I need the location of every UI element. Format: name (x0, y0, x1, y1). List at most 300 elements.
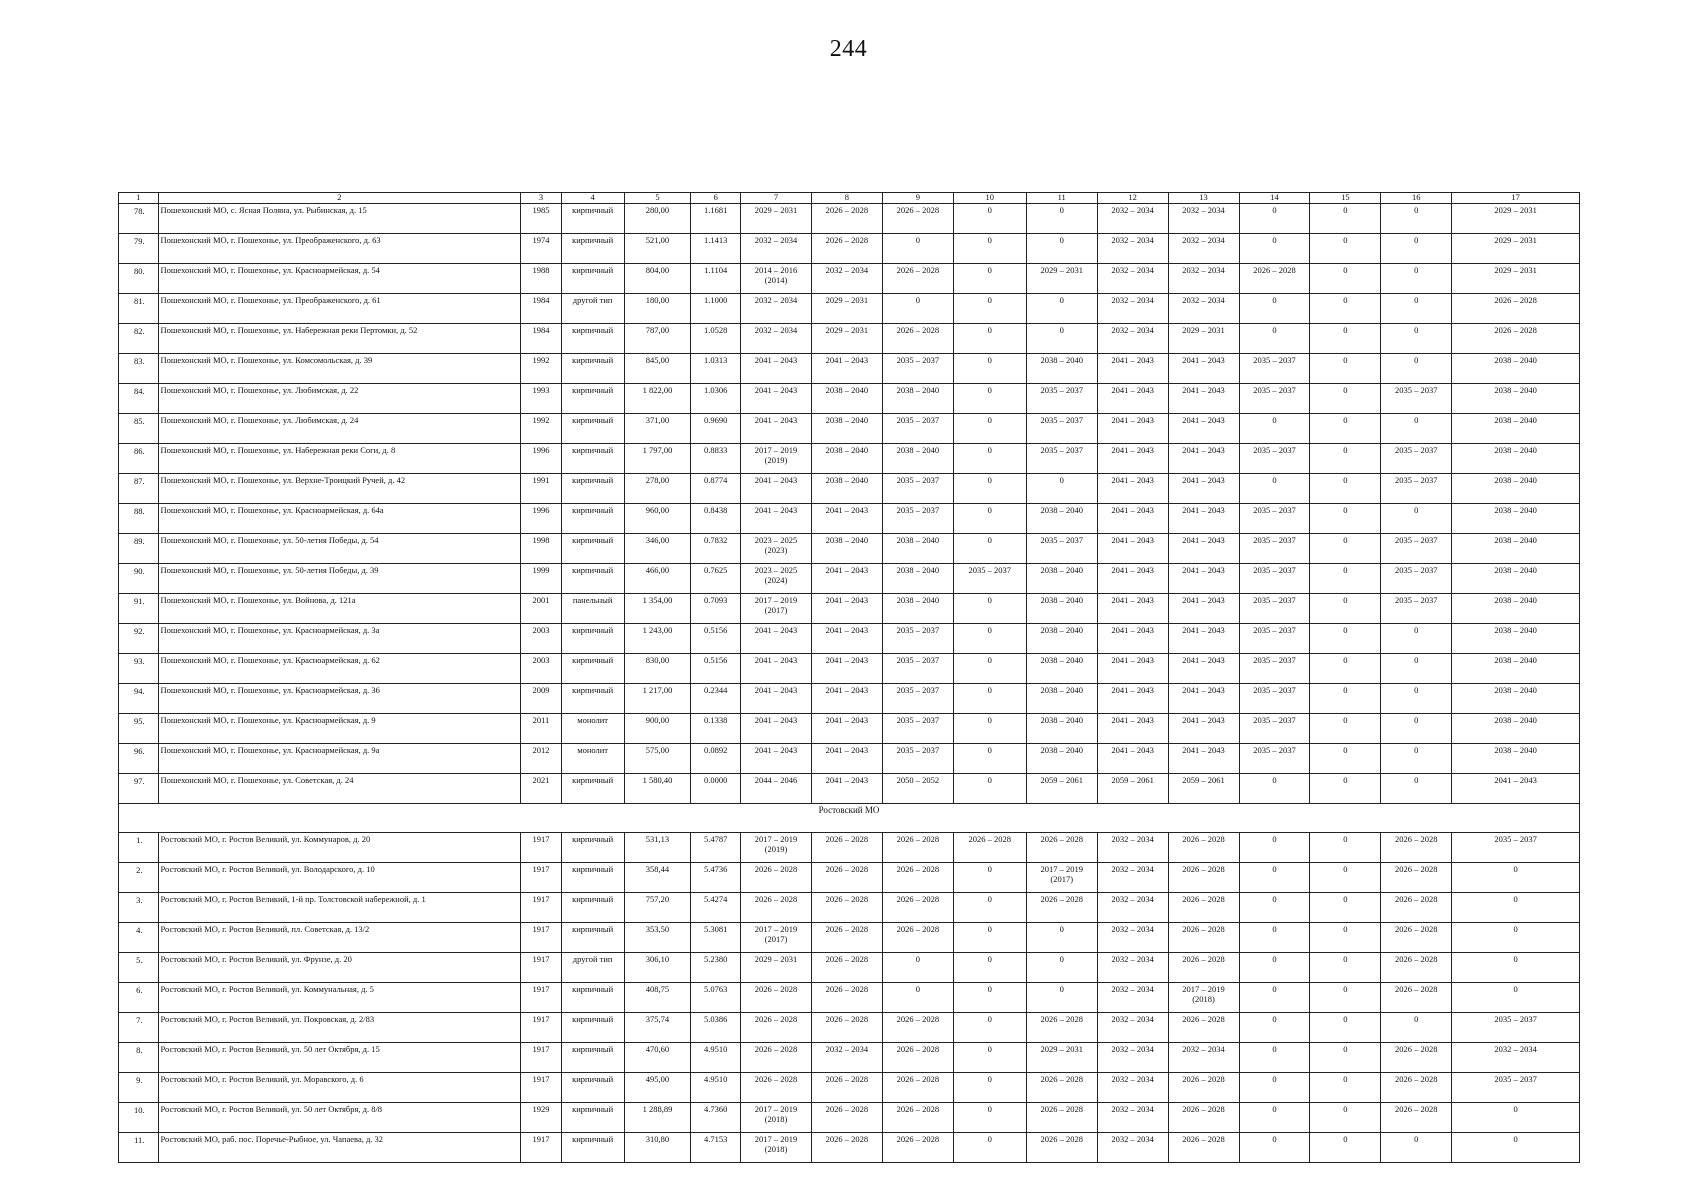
table-cell: 2038 – 2040 (1026, 564, 1097, 594)
building-address: Пошехонский МО, г. Пошехонье, ул. Красноармейская, д. 9а (158, 744, 521, 774)
table-cell: 0 (1381, 504, 1452, 534)
table-cell: 2029 – 2031 (1452, 234, 1580, 264)
table-cell: 0 (1381, 414, 1452, 444)
column-number-row (119, 193, 1580, 204)
table-cell: 2038 – 2040 (1026, 624, 1097, 654)
table-cell: 2011 (521, 714, 562, 744)
table-cell: 2041 – 2043 (1168, 504, 1239, 534)
table-cell: 0 (1239, 774, 1310, 804)
building-address: Пошехонский МО, с. Ясная Поляна, ул. Рыбинская, д. 15 (158, 204, 521, 234)
table-cell: 2041 – 2043 (741, 504, 812, 534)
table-row (119, 234, 1580, 264)
table-cell: 371,00 (624, 414, 691, 444)
table-cell: 0 (1310, 863, 1381, 893)
table-cell: 5.4736 (691, 863, 741, 893)
table-cell: 346,00 (624, 534, 691, 564)
table-cell: 2035 – 2037 (882, 744, 953, 774)
table-cell: 0 (1310, 983, 1381, 1013)
table-cell: 0 (1381, 774, 1452, 804)
table-cell: 0 (1310, 744, 1381, 774)
table-cell: 2029 – 2031 (1026, 264, 1097, 294)
table-cell: 2032 – 2034 (1168, 204, 1239, 234)
table-cell: 1991 (521, 474, 562, 504)
table-cell: 0 (1310, 624, 1381, 654)
row-number: 87. (119, 474, 159, 504)
table-cell: кирпичный (561, 264, 624, 294)
table-cell: 2041 – 2043 (1168, 384, 1239, 414)
table-cell: 2026 – 2028 (882, 264, 953, 294)
table-cell: 2035 – 2037 (882, 684, 953, 714)
table-cell: 2032 – 2034 (1097, 1133, 1168, 1163)
table-cell: 1917 (521, 1133, 562, 1163)
table-cell: 2035 – 2037 (1239, 684, 1310, 714)
table-cell: 2032 – 2034 (1097, 1073, 1168, 1103)
table-cell: 0 (953, 474, 1026, 504)
table-cell: 0 (953, 714, 1026, 744)
table-cell: кирпичный (561, 1043, 624, 1073)
table-cell: 1 580,40 (624, 774, 691, 804)
table-cell: 1917 (521, 1013, 562, 1043)
table-cell: 4.7360 (691, 1103, 741, 1133)
table-cell: 0 (1381, 234, 1452, 264)
table-cell: 2041 – 2043 (1097, 534, 1168, 564)
table-cell: 0.5156 (691, 624, 741, 654)
table-cell: 2035 – 2037 (1381, 474, 1452, 504)
table-cell: 0 (953, 684, 1026, 714)
table-row (119, 833, 1580, 863)
table-cell: 2026 – 2028 (741, 893, 812, 923)
table-cell: 2041 – 2043 (811, 654, 882, 684)
table-body (119, 193, 1580, 1163)
table-row (119, 204, 1580, 234)
table-cell: 2038 – 2040 (1026, 504, 1097, 534)
table-cell: 1917 (521, 1043, 562, 1073)
building-address: Ростовский МО, г. Ростов Великий, ул. Коммунальная, д. 5 (158, 983, 521, 1013)
table-cell: 2026 – 2028 (1026, 1103, 1097, 1133)
table-cell: 0 (1026, 923, 1097, 953)
table-cell: 2041 – 2043 (1097, 354, 1168, 384)
table-cell: 0 (1026, 474, 1097, 504)
table-cell: 2026 – 2028 (1026, 1013, 1097, 1043)
table-cell: 470,60 (624, 1043, 691, 1073)
table-cell: кирпичный (561, 893, 624, 923)
table-cell: 2017 – 2019 (2019) (741, 444, 812, 474)
table-cell: 2035 – 2037 (1239, 654, 1310, 684)
row-number: 4. (119, 923, 159, 953)
table-cell: 2038 – 2040 (1452, 444, 1580, 474)
building-address: Ростовский МО, г. Ростов Великий, ул. Моравского, д. 6 (158, 1073, 521, 1103)
table-cell: 960,00 (624, 504, 691, 534)
table-cell: 1 217,00 (624, 684, 691, 714)
table-cell: 0 (1452, 863, 1580, 893)
table-cell: 2032 – 2034 (1097, 1103, 1168, 1133)
table-cell: 2026 – 2028 (741, 1013, 812, 1043)
building-address: Пошехонский МО, г. Пошехонье, ул. 50-летия Победы, д. 39 (158, 564, 521, 594)
table-cell: 2041 – 2043 (811, 564, 882, 594)
column-number: 16 (1381, 193, 1452, 204)
table-cell: 0 (1310, 504, 1381, 534)
table-cell: кирпичный (561, 414, 624, 444)
table-row (119, 504, 1580, 534)
table-cell: 2059 – 2061 (1168, 774, 1239, 804)
table-cell: 0 (1310, 1133, 1381, 1163)
table-cell: 375,74 (624, 1013, 691, 1043)
table-row (119, 564, 1580, 594)
table-cell: 0 (1310, 564, 1381, 594)
table-cell: 2041 – 2043 (811, 594, 882, 624)
building-address: Пошехонский МО, г. Пошехонье, ул. Верхне-Троицкий Ручей, д. 42 (158, 474, 521, 504)
table-row (119, 354, 1580, 384)
table-cell: 0 (1452, 893, 1580, 923)
table-cell: 2029 – 2031 (1452, 264, 1580, 294)
table-cell: кирпичный (561, 534, 624, 564)
table-cell: 2038 – 2040 (1026, 714, 1097, 744)
table-cell: 0 (1310, 1103, 1381, 1133)
column-number: 14 (1239, 193, 1310, 204)
row-number: 95. (119, 714, 159, 744)
table-cell: 2032 – 2034 (1097, 923, 1168, 953)
row-number: 81. (119, 294, 159, 324)
table-cell: 2032 – 2034 (1097, 1043, 1168, 1073)
table-cell: 2026 – 2028 (1168, 1073, 1239, 1103)
table-cell: 0 (1310, 294, 1381, 324)
table-cell: 0 (1452, 953, 1580, 983)
row-number: 7. (119, 1013, 159, 1043)
building-address: Пошехонский МО, г. Пошехонье, ул. Набережная реки Соги, д. 8 (158, 444, 521, 474)
table-cell: 0 (882, 953, 953, 983)
table-cell: 2003 (521, 624, 562, 654)
table-cell: 1.0306 (691, 384, 741, 414)
table-cell: 2026 – 2028 (1381, 833, 1452, 863)
table-row (119, 294, 1580, 324)
table-cell: 0 (1239, 324, 1310, 354)
table-cell: 521,00 (624, 234, 691, 264)
table-cell: 2026 – 2028 (1452, 294, 1580, 324)
building-address: Ростовский МО, г. Ростов Великий, пл. Советская, д. 13/2 (158, 923, 521, 953)
table-cell: 2026 – 2028 (1381, 953, 1452, 983)
table-cell: 1917 (521, 1073, 562, 1103)
row-number: 86. (119, 444, 159, 474)
building-address: Ростовский МО, г. Ростов Великий, 1-й пр. Толстовской набережной, д. 1 (158, 893, 521, 923)
table-cell: 0 (953, 294, 1026, 324)
table-cell: 2041 – 2043 (1097, 384, 1168, 414)
table-cell: 2029 – 2031 (811, 294, 882, 324)
table-cell: 2041 – 2043 (1452, 774, 1580, 804)
row-number: 5. (119, 953, 159, 983)
table-cell: кирпичный (561, 983, 624, 1013)
table-cell: 2038 – 2040 (811, 534, 882, 564)
row-number: 91. (119, 594, 159, 624)
table-cell: 2032 – 2034 (1097, 264, 1168, 294)
table-cell: 2017 – 2019 (2017) (741, 594, 812, 624)
table-cell: 0 (1310, 684, 1381, 714)
table-cell: 2059 – 2061 (1026, 774, 1097, 804)
table-cell: 2038 – 2040 (1026, 744, 1097, 774)
table-cell: 2038 – 2040 (1026, 594, 1097, 624)
table-cell: 757,20 (624, 893, 691, 923)
building-address: Пошехонский МО, г. Пошехонье, ул. Красноармейская, д. 36 (158, 684, 521, 714)
table-cell: 2035 – 2037 (1026, 534, 1097, 564)
table-cell: 0 (1026, 294, 1097, 324)
table-cell: 2035 – 2037 (882, 624, 953, 654)
table-cell: 1998 (521, 534, 562, 564)
table-cell: 2035 – 2037 (882, 414, 953, 444)
row-number: 79. (119, 234, 159, 264)
table-cell: 0 (1239, 983, 1310, 1013)
table-cell: 2041 – 2043 (1168, 354, 1239, 384)
table-cell: 2041 – 2043 (741, 744, 812, 774)
table-cell: 2038 – 2040 (882, 384, 953, 414)
table-cell: 2026 – 2028 (1026, 833, 1097, 863)
table-cell: 1917 (521, 953, 562, 983)
table-cell: 0 (1381, 624, 1452, 654)
table-cell: 0 (1452, 983, 1580, 1013)
table-cell: 0 (953, 504, 1026, 534)
building-address: Пошехонский МО, г. Пошехонье, ул. Набережная реки Пертомки, д. 52 (158, 324, 521, 354)
table-row (119, 1073, 1580, 1103)
table-cell: 1992 (521, 354, 562, 384)
row-number: 10. (119, 1103, 159, 1133)
table-cell: 2038 – 2040 (811, 444, 882, 474)
table-row (119, 414, 1580, 444)
table-cell: 0 (953, 444, 1026, 474)
table-cell: 1 822,00 (624, 384, 691, 414)
table-row (119, 774, 1580, 804)
table-cell: монолит (561, 714, 624, 744)
table-cell: 2026 – 2028 (1168, 1133, 1239, 1163)
building-address: Пошехонский МО, г. Пошехонье, ул. Преображенского, д. 63 (158, 234, 521, 264)
table-cell: 2026 – 2028 (882, 1103, 953, 1133)
row-number: 89. (119, 534, 159, 564)
table-cell: 0 (1026, 324, 1097, 354)
table-cell: 1.0528 (691, 324, 741, 354)
table-cell: 0 (1310, 534, 1381, 564)
row-number: 84. (119, 384, 159, 414)
table-cell: 2026 – 2028 (882, 863, 953, 893)
table-cell: 2032 – 2034 (1097, 893, 1168, 923)
column-number: 9 (882, 193, 953, 204)
table-cell: 2041 – 2043 (1168, 714, 1239, 744)
table-cell: 1985 (521, 204, 562, 234)
table-cell: 0 (1381, 294, 1452, 324)
table-cell: 2026 – 2028 (882, 923, 953, 953)
table-cell: 2032 – 2034 (1097, 294, 1168, 324)
table-row (119, 384, 1580, 414)
table-cell: 2041 – 2043 (1168, 414, 1239, 444)
table-cell: 5.2380 (691, 953, 741, 983)
table-cell: 0 (1310, 384, 1381, 414)
table-cell: 2038 – 2040 (1452, 624, 1580, 654)
table-cell: 2026 – 2028 (882, 204, 953, 234)
table-cell: 0 (1452, 1133, 1580, 1163)
table-cell: 2026 – 2028 (1026, 893, 1097, 923)
table-cell: 2026 – 2028 (1168, 863, 1239, 893)
row-number: 93. (119, 654, 159, 684)
table-cell: 2023 – 2025 (2024) (741, 564, 812, 594)
table-cell: 1.1681 (691, 204, 741, 234)
row-number: 80. (119, 264, 159, 294)
table-cell: 1929 (521, 1103, 562, 1133)
table-cell: 0 (1310, 953, 1381, 983)
table-cell: 2041 – 2043 (1168, 624, 1239, 654)
table-cell: 0 (953, 264, 1026, 294)
row-number: 92. (119, 624, 159, 654)
table-cell: 0 (1310, 594, 1381, 624)
table-cell: 0.7832 (691, 534, 741, 564)
row-number: 82. (119, 324, 159, 354)
table-cell: 2035 – 2037 (1239, 444, 1310, 474)
table-cell: 1984 (521, 324, 562, 354)
table-cell: кирпичный (561, 1103, 624, 1133)
table-cell: 0.8438 (691, 504, 741, 534)
table-cell: 2032 – 2034 (1452, 1043, 1580, 1073)
table-cell: 2026 – 2028 (1381, 1103, 1452, 1133)
building-address: Ростовский МО, г. Ростов Великий, ул. 50 лет Октября, д. 15 (158, 1043, 521, 1073)
row-number: 78. (119, 204, 159, 234)
table-cell: кирпичный (561, 204, 624, 234)
table-cell: кирпичный (561, 624, 624, 654)
table-cell: 0.7625 (691, 564, 741, 594)
table-row (119, 264, 1580, 294)
table-cell: 0 (1381, 204, 1452, 234)
table-cell: 2041 – 2043 (1097, 684, 1168, 714)
table-row (119, 444, 1580, 474)
table-cell: 2029 – 2031 (1168, 324, 1239, 354)
table-cell: 2038 – 2040 (882, 534, 953, 564)
table-cell: 1 288,89 (624, 1103, 691, 1133)
row-number: 97. (119, 774, 159, 804)
table-cell: 2032 – 2034 (741, 294, 812, 324)
table-cell: 2035 – 2037 (1026, 414, 1097, 444)
table-cell: 0 (953, 414, 1026, 444)
table-cell: 0 (1452, 1103, 1580, 1133)
table-cell: 2026 – 2028 (1026, 1133, 1097, 1163)
table-cell: 2038 – 2040 (1452, 684, 1580, 714)
table-cell: 353,50 (624, 923, 691, 953)
table-cell: 2041 – 2043 (1097, 564, 1168, 594)
table-cell: 2041 – 2043 (1097, 744, 1168, 774)
table-cell: 0 (1310, 1013, 1381, 1043)
table-cell: 2026 – 2028 (811, 234, 882, 264)
table-cell: 2029 – 2031 (811, 324, 882, 354)
table-cell: 0 (1239, 1013, 1310, 1043)
table-cell: 2041 – 2043 (1168, 444, 1239, 474)
building-address: Ростовский МО, г. Ростов Великий, ул. Володарского, д. 10 (158, 863, 521, 893)
table-cell: 2038 – 2040 (811, 414, 882, 444)
table-row (119, 923, 1580, 953)
row-number: 88. (119, 504, 159, 534)
table-cell: 0 (1239, 234, 1310, 264)
table-cell: 358,44 (624, 863, 691, 893)
table-cell: 2038 – 2040 (882, 594, 953, 624)
table-cell: 2035 – 2037 (882, 474, 953, 504)
table-cell: 2026 – 2028 (811, 833, 882, 863)
table-cell: 2038 – 2040 (1452, 414, 1580, 444)
table-cell: 2041 – 2043 (811, 354, 882, 384)
table-cell: 1917 (521, 833, 562, 863)
table-cell: 0.0892 (691, 744, 741, 774)
table-cell: 5.4787 (691, 833, 741, 863)
table-cell: 0 (882, 234, 953, 264)
table-cell: 2032 – 2034 (1168, 1043, 1239, 1073)
table-cell: 0 (1310, 234, 1381, 264)
table-cell: 2026 – 2028 (741, 983, 812, 1013)
table-cell: 2035 – 2037 (1026, 384, 1097, 414)
table-cell: 2041 – 2043 (741, 624, 812, 654)
table-cell: 2026 – 2028 (1026, 1073, 1097, 1103)
table-cell: 0 (1310, 1043, 1381, 1073)
building-address: Пошехонский МО, г. Пошехонье, ул. Любимская, д. 22 (158, 384, 521, 414)
table-cell: 1 243,00 (624, 624, 691, 654)
table-cell: 2035 – 2037 (1381, 384, 1452, 414)
table-cell: 2041 – 2043 (1168, 744, 1239, 774)
table-cell: 2041 – 2043 (1097, 474, 1168, 504)
table-cell: 2032 – 2034 (1097, 863, 1168, 893)
table-cell: 2032 – 2034 (1097, 983, 1168, 1013)
page-number: 244 (829, 36, 868, 62)
table-cell: кирпичный (561, 234, 624, 264)
table-cell: 2035 – 2037 (1026, 444, 1097, 474)
table-cell: 2032 – 2034 (1168, 264, 1239, 294)
table-cell: 0 (1310, 1073, 1381, 1103)
table-cell: 0 (1310, 774, 1381, 804)
table-cell: 2026 – 2028 (811, 983, 882, 1013)
table-cell: 1996 (521, 444, 562, 474)
table-cell: 2041 – 2043 (1097, 414, 1168, 444)
table-cell: 1917 (521, 983, 562, 1013)
column-number: 13 (1168, 193, 1239, 204)
table-cell: 2041 – 2043 (1097, 594, 1168, 624)
table-cell: 0 (953, 204, 1026, 234)
table-cell: кирпичный (561, 474, 624, 504)
table-cell: 2026 – 2028 (1381, 1073, 1452, 1103)
table-cell: 2038 – 2040 (1452, 594, 1580, 624)
table-cell: 2026 – 2028 (811, 1133, 882, 1163)
table-cell: 306,10 (624, 953, 691, 983)
table-cell: 0 (1026, 204, 1097, 234)
table-cell: 2032 – 2034 (1168, 234, 1239, 264)
table-cell: 2041 – 2043 (1097, 654, 1168, 684)
table-cell: 0 (953, 594, 1026, 624)
table-cell: 1992 (521, 414, 562, 444)
table-cell: 2041 – 2043 (1097, 504, 1168, 534)
table-cell: 2023 – 2025 (2023) (741, 534, 812, 564)
table-cell: 2009 (521, 684, 562, 714)
table-cell: 0 (1310, 444, 1381, 474)
table-cell: 2041 – 2043 (1168, 534, 1239, 564)
table-cell: 1917 (521, 893, 562, 923)
table-cell: 2032 – 2034 (1097, 234, 1168, 264)
table-cell: 2026 – 2028 (1168, 953, 1239, 983)
table-cell: 0 (953, 774, 1026, 804)
column-number: 6 (691, 193, 741, 204)
table-cell: 2032 – 2034 (1097, 204, 1168, 234)
building-address: Ростовский МО, г. Ростов Великий, ул. 50 лет Октября, д. 8/8 (158, 1103, 521, 1133)
table-cell: кирпичный (561, 444, 624, 474)
table-cell: 0 (1310, 923, 1381, 953)
table-cell: 0 (1026, 234, 1097, 264)
table-cell: 2035 – 2037 (1239, 714, 1310, 744)
table-cell: 2035 – 2037 (1452, 1013, 1580, 1043)
table-cell: 2041 – 2043 (1097, 714, 1168, 744)
table-cell: 2029 – 2031 (741, 953, 812, 983)
table-cell: 1.0313 (691, 354, 741, 384)
table-cell: 0 (953, 983, 1026, 1013)
section-header-row (119, 804, 1580, 833)
row-number: 94. (119, 684, 159, 714)
row-number: 90. (119, 564, 159, 594)
table-cell: 2041 – 2043 (811, 504, 882, 534)
